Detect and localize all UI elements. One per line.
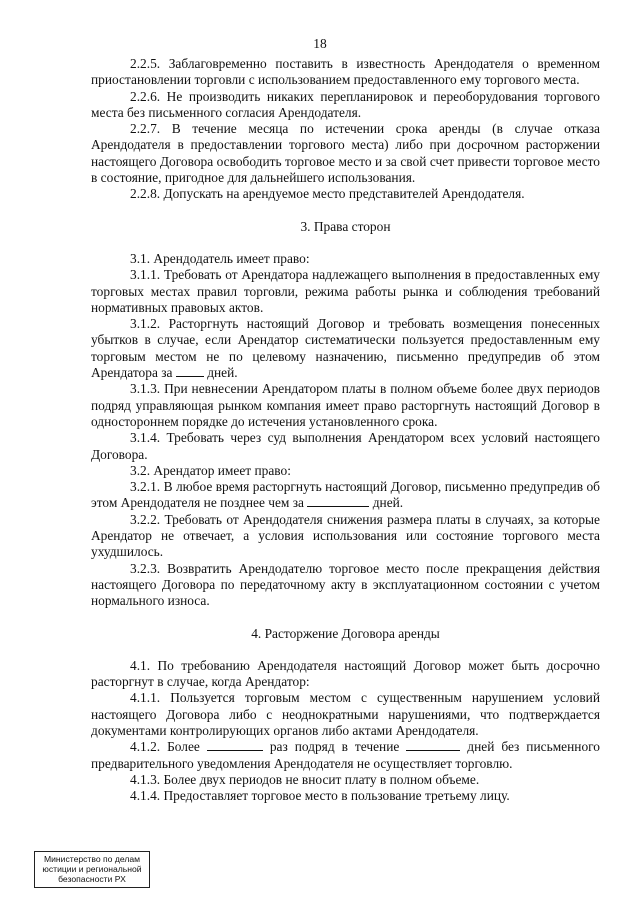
clause-4-1-4: 4.1.4. Предоставляет торговое место в пользование третьему лицу. (130, 788, 510, 804)
clause-3-1-1: 3.1.1. Требовать от Арендатора надлежащего выполнения в предоставленных ему торговых местах правил торговли, режима работы рынка и соблюдения требований нормативных правовых актов. (91, 267, 600, 315)
clause-3-1-3: 3.1.3. При невнесении Арендатором платы в полном объеме более двух периодов подряд управляющая рынком компания имеет право расторгнуть настоящий Договор в одностороннем порядке до истечения установленного срока. (91, 381, 600, 429)
clause-2-2-8: 2.2.8. Допускать на арендуемое место представителей Арендодателя. (130, 186, 525, 202)
clause-3-2: 3.2. Арендатор имеет право: (130, 462, 291, 478)
section-heading-3: 3. Права сторон (300, 218, 391, 234)
document-body (91, 56, 600, 804)
clause-3-2-1 (91, 479, 600, 512)
clause-2-2-5: 2.2.5. Заблаговременно поставить в известность Арендодателя о временном приостановлении торговли с использованием предоставленного ему торгового места. (91, 56, 600, 88)
blank-times (207, 739, 263, 751)
clause-3-2-2: 3.2.2. Требовать от Арендодателя снижения размера платы в случаях, за которые Арендатор не отвечает, а условия использования или состояние торгового места ухудшилось. (91, 511, 600, 560)
clause-4-1-2-c: дней без письменного предварительного уведомления Арендодателя не осуществляет торговлю. (91, 739, 600, 771)
page-number: 18 (313, 36, 327, 51)
clause-3-2-3: 3.2.3. Возвратить Арендодателю торговое место после прекращения действия настоящего Договора по передаточному акту в эксплуатационном состоянии с учетом нормального износа. (91, 560, 600, 609)
clause-3-2-1-text: 3.2.1. В любое время расторгнуть настоящий Договор, письменно предупредив об этом Арендодателя не позднее чем за (91, 479, 600, 511)
blank-period-days (406, 739, 460, 751)
clause-4-1-2-b: раз подряд в течение (269, 739, 400, 755)
clause-3-2-1-end: дней. (372, 495, 404, 511)
section-heading-4: 4. Расторжение Договора аренды (251, 625, 440, 641)
clause-3-1-2 (91, 316, 600, 381)
stamp-line-1: Министерство по делам (43, 854, 141, 864)
stamp-line-3: безопасности РХ (58, 874, 126, 884)
clause-4-1-1: 4.1.1. Пользуется торговым местом с существенным нарушением условий настоящего Договора либо с неоднократными нарушениями, что подтверждается документами контролирующих органов либо актами Арендодателя. (91, 690, 600, 738)
blank-days-notice (307, 495, 369, 507)
ministry-stamp (34, 851, 150, 888)
stamp-line-2: юстиции и региональной (42, 864, 142, 874)
clause-4-1-3: 4.1.3. Более двух периодов не вносит плату в полном объеме. (130, 771, 480, 787)
clause-3-1-2-text: 3.1.2. Расторгнуть настоящий Договор и требовать возмещения понесенных убытков в случае, если Арендатор систематически пользуется предоставленным ему торговым местом не по целевому назначению, письменно предупредив об этом Арендатора за (91, 316, 600, 381)
clause-2-2-6: 2.2.6. Не производить никаких перепланировок и переоборудования торгового места без письменного согласия Арендодателя. (91, 88, 600, 120)
clause-4-1-2-a: 4.1.2. Более (130, 739, 200, 755)
clause-2-2-7: 2.2.7. В течение месяца по истечении срока аренды (в случае отказа Арендодателя в предоставлении торгового места) либо при досрочном расторжении настоящего Договора освободить торговое место и за свой счет привести торговое место в состояние, пригодное для дальнейшего использования. (91, 121, 600, 186)
clause-3-1-4: 3.1.4. Требовать через суд выполнения Арендатором всех условий настоящего Договора. (91, 430, 600, 462)
clause-3-1: 3.1. Арендодатель имеет право: (130, 250, 310, 266)
clause-4-1: 4.1. По требованию Арендодателя настоящий Договор может быть досрочно расторгнут в случае, когда Арендатор: (91, 657, 600, 690)
clause-3-1-2-end: дней. (207, 365, 238, 381)
clause-4-1-2 (91, 739, 600, 772)
blank-days (176, 365, 204, 377)
